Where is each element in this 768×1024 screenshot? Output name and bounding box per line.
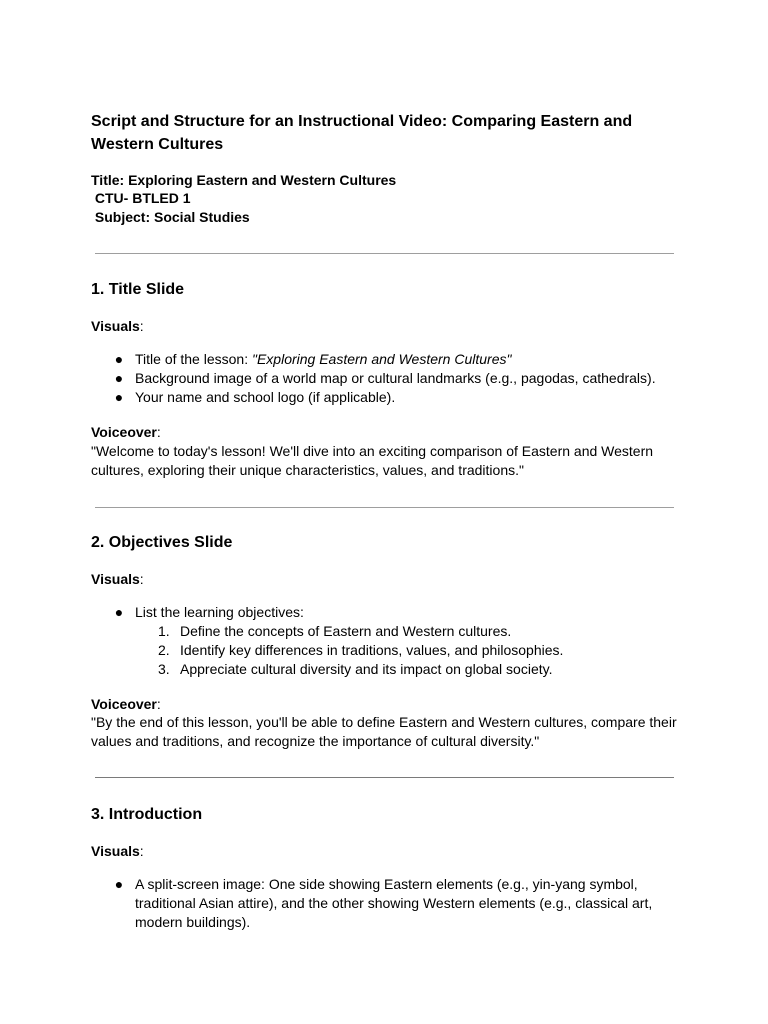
list-item: ● List the learning objectives: 1. Define the concepts of Eastern and Western cultures. 2. Identify key differences in traditions, values, and philosophies. 3. Appreciate cultural diversity and its impact on global society. xyxy=(113,603,673,679)
divider xyxy=(95,507,674,508)
document-title: Script and Structure for an Instructional Video: Comparing Eastern and Western Cultures xyxy=(91,113,633,153)
voiceover-label: Voiceover: xyxy=(91,696,161,712)
bullet-icon: ● xyxy=(114,604,124,620)
list-item: ● Your name and school logo (if applicable). xyxy=(114,389,396,405)
list-item: ● Title of the lesson: "Exploring Eastern and Western Cultures" xyxy=(114,351,512,367)
bullet-icon: ● xyxy=(114,389,124,405)
list-item: 3. Appreciate cultural diversity and its impact on global society. xyxy=(158,661,553,677)
list-item: 1. Define the concepts of Eastern and Western cultures. xyxy=(158,623,512,639)
objectives-list xyxy=(135,622,673,679)
section-heading: 1. Title Slide xyxy=(91,281,185,298)
visuals-list xyxy=(113,875,653,932)
voiceover-label: Voiceover: xyxy=(91,424,161,440)
bullet-icon: ● xyxy=(114,351,124,367)
voiceover-text: "By the end of this lesson, you'll be able to define Eastern and Western cultures, compare their values and traditions, and recognize the importance of cultural diversity." xyxy=(91,714,677,749)
visuals-list xyxy=(113,603,673,679)
meta-course: CTU- BTLED 1 xyxy=(91,190,191,206)
meta-subject: Subject: Social Studies xyxy=(91,209,250,225)
list-item: ● A split-screen image: One side showing Eastern elements (e.g., yin-yang symbol, traditional Asian attire), and the other showing Western elements (e.g., classical art, modern buildings). xyxy=(114,876,653,930)
meta-lesson-title: Title: Exploring Eastern and Western Cultures xyxy=(91,172,397,188)
divider xyxy=(95,777,674,778)
list-item: 2. Identify key differences in traditions, values, and philosophies. xyxy=(158,642,564,658)
visuals-label: Visuals: xyxy=(91,318,144,334)
voiceover-text: "Welcome to today's lesson! We'll dive into an exciting comparison of Eastern and Western cultures, exploring their unique characteristics, values, and traditions." xyxy=(91,443,654,478)
bullet-icon: ● xyxy=(114,370,124,386)
visuals-label: Visuals: xyxy=(91,843,144,859)
divider xyxy=(95,253,674,254)
section-heading: 3. Introduction xyxy=(91,806,203,823)
visuals-list xyxy=(113,350,673,407)
list-item: ● Background image of a world map or cultural landmarks (e.g., pagodas, cathedrals). xyxy=(114,370,656,386)
visuals-label: Visuals: xyxy=(91,571,144,587)
bullet-icon: ● xyxy=(114,876,124,892)
section-heading: 2. Objectives Slide xyxy=(91,534,233,551)
